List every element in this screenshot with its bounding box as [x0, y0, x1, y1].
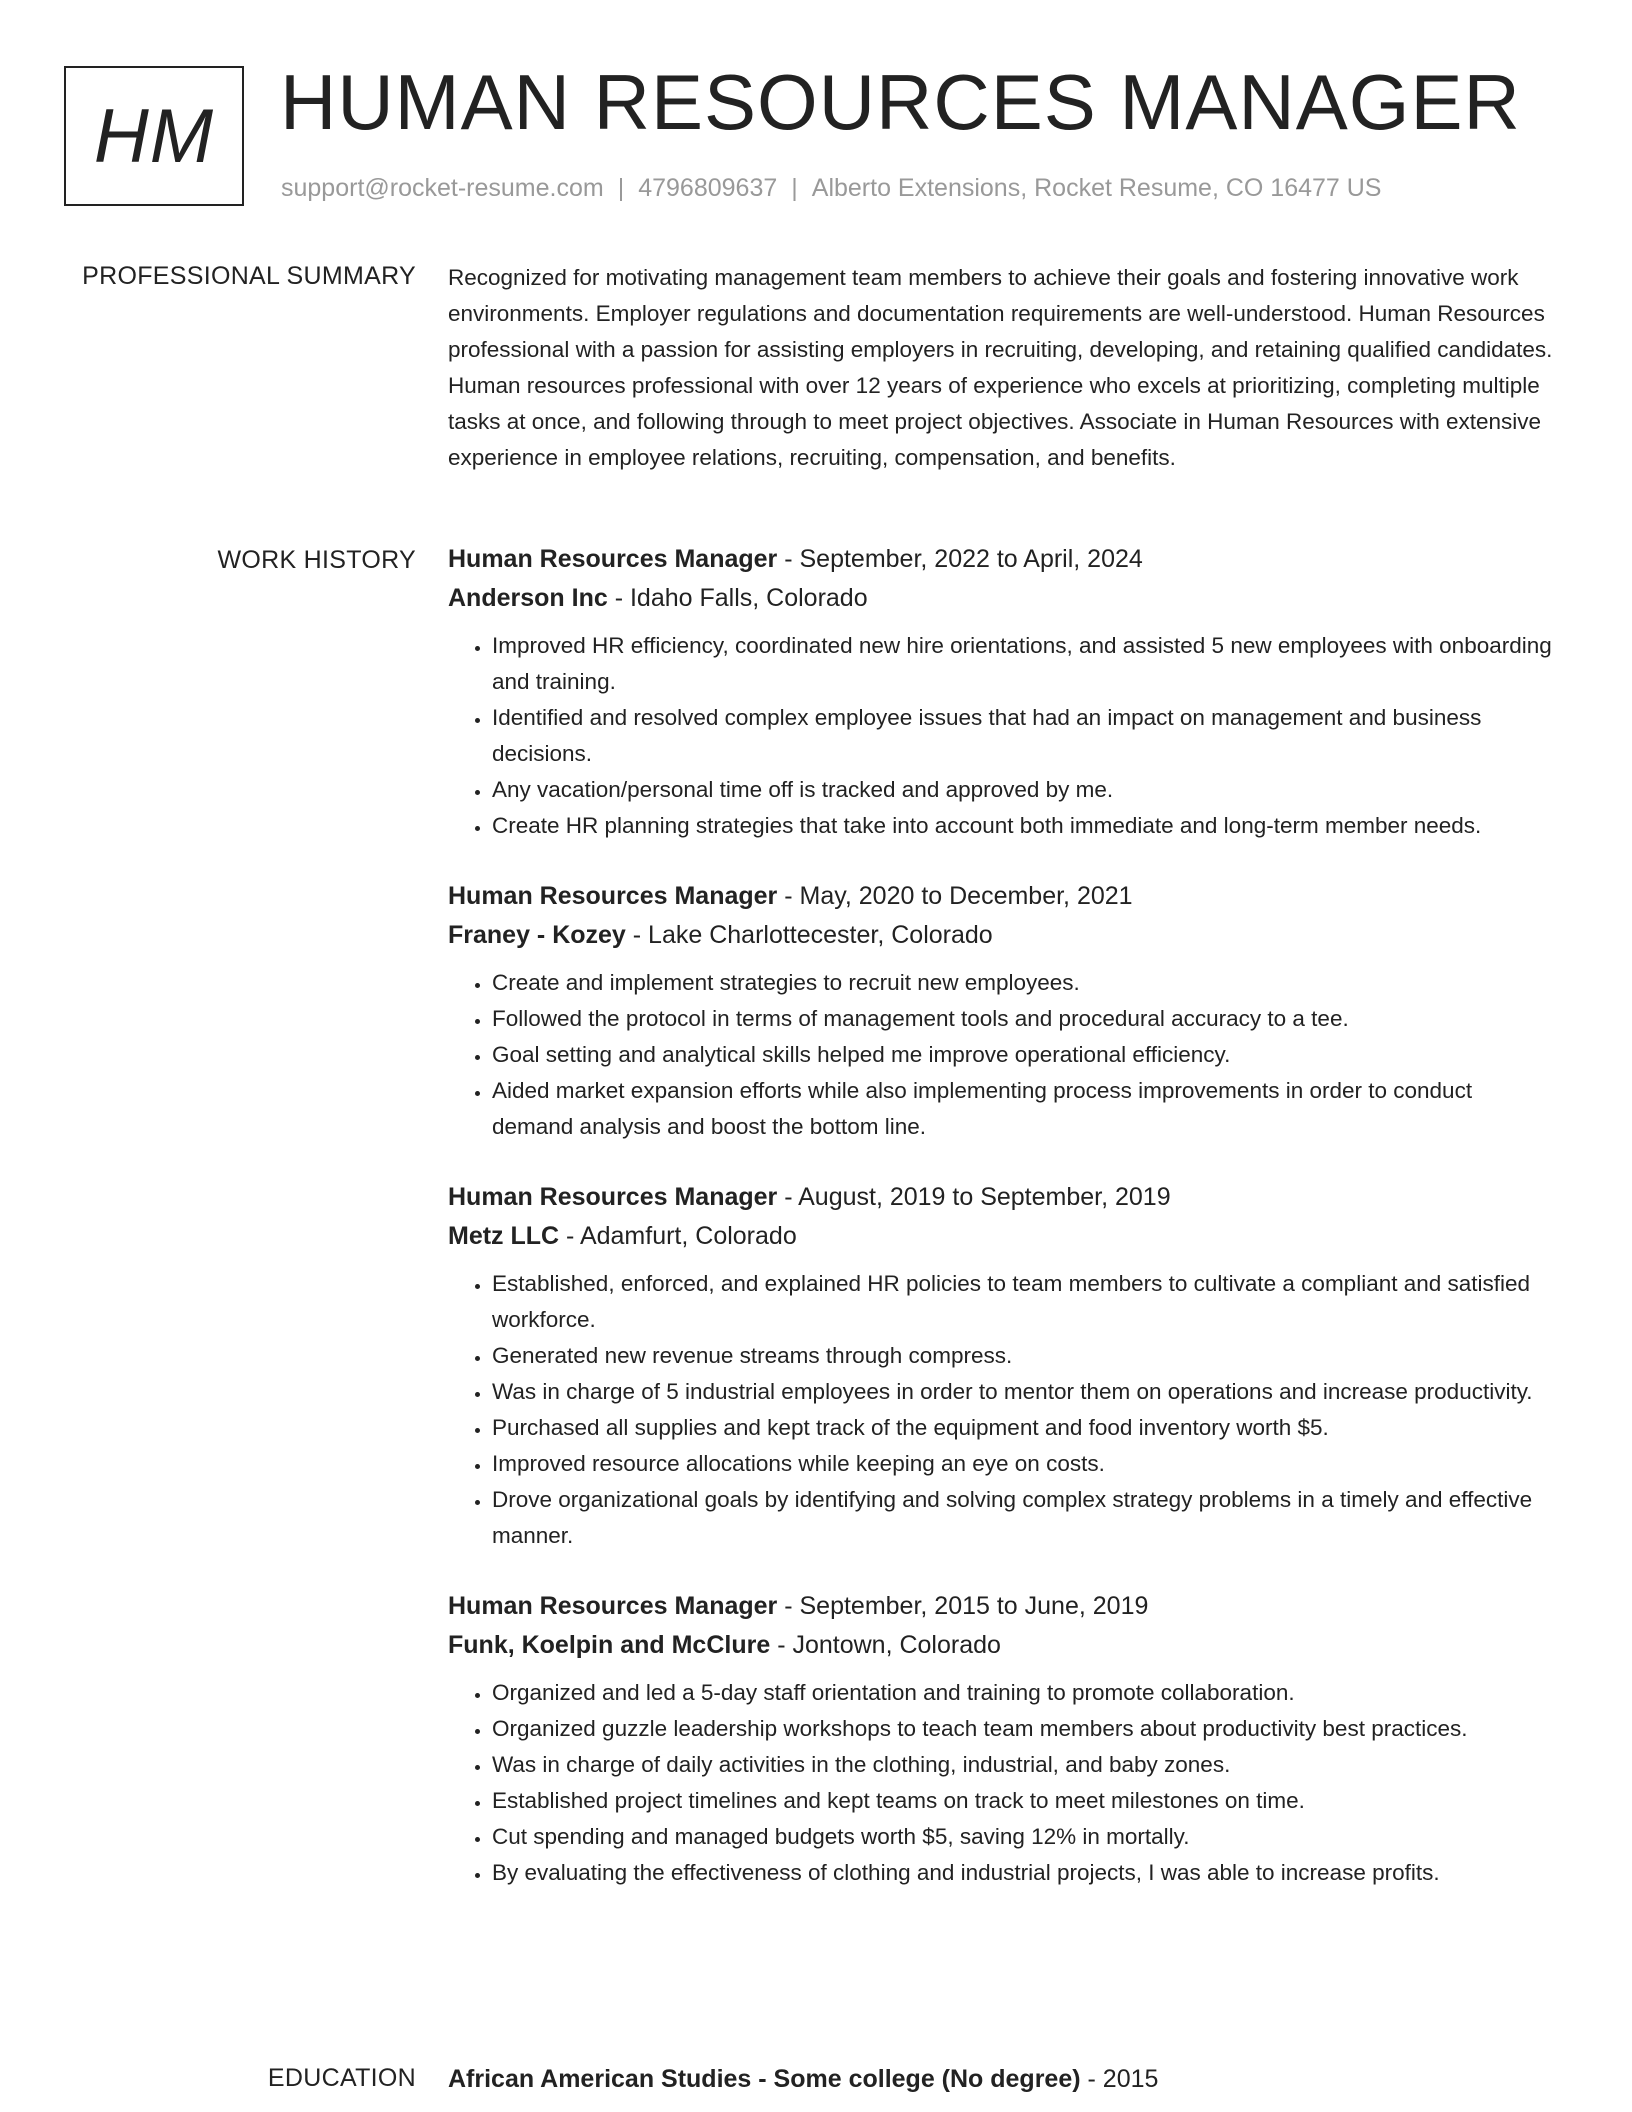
job-company-line: [448, 916, 1558, 955]
job-bullets: [448, 628, 1558, 844]
job-bullet: • Create and implement strategies to recruit new employees.: [492, 965, 1558, 1001]
job-list: [448, 540, 1558, 1924]
monogram: HM: [64, 66, 244, 206]
job-bullet: • Cut spending and managed budgets worth $5, saving 12% in mortally.: [492, 1819, 1558, 1855]
job-bullets: [448, 1675, 1558, 1891]
job-bullet: • Identified and resolved complex employee issues that had an impact on management and business decisions.: [492, 700, 1558, 772]
education-degree: African American Studies - Some college (No degree): [448, 2065, 1081, 2093]
job-entry: [448, 540, 1558, 844]
job-title: Human Resources Manager: [448, 882, 778, 910]
job-bullet: • Followed the protocol in terms of management tools and procedural accuracy to a tee.: [492, 1001, 1558, 1037]
job-location: - Idaho Falls, Colorado: [607, 584, 868, 612]
job-title: Human Resources Manager: [448, 545, 778, 573]
job-company-line: [448, 579, 1558, 618]
job-company: Franey - Kozey: [448, 921, 626, 949]
job-title-line: [448, 540, 1558, 579]
job-bullet: • Organized and led a 5-day staff orientation and training to promote collaboration.: [492, 1675, 1558, 1711]
contact-email[interactable]: support@rocket-resume.com: [281, 174, 604, 202]
job-bullet: • Was in charge of 5 industrial employees in order to mentor them on operations and increase productivity.: [492, 1374, 1558, 1410]
job-dates: - May, 2020 to December, 2021: [777, 882, 1133, 910]
job-bullet: • Organized guzzle leadership workshops to teach team members about productivity best practices.: [492, 1711, 1558, 1747]
job-title: Human Resources Manager: [448, 1592, 778, 1620]
job-company-line: [448, 1626, 1558, 1665]
job-bullet: • Drove organizational goals by identifying and solving complex strategy problems in a timely and effective manner.: [492, 1482, 1558, 1554]
job-company-line: [448, 1217, 1558, 1256]
job-bullets: [448, 965, 1558, 1145]
job-bullet: • Aided market expansion efforts while also implementing process improvements in order to conduct demand analysis and boost the bottom line.: [492, 1073, 1558, 1145]
job-bullets: [448, 1266, 1558, 1554]
job-bullet: • Established, enforced, and explained HR policies to team members to cultivate a compliant and satisfied workforce.: [492, 1266, 1558, 1338]
job-title-line: [448, 1178, 1558, 1217]
job-company: Anderson Inc: [448, 584, 608, 612]
summary-text: Recognized for motivating management team members to achieve their goals and fostering innovative work environments. Employer regulations and documentation requirements are well-understood. Human Resources professional with a passion for assisting employers in recruiting, developing, and retaining qualified candidates. Human resources professional with over 12 years of experience who excels at prioritizing, completing multiple tasks at once, and following through to meet project objectives. Associate in Human Resources with extensive experience in employee relations, recruiting, compensation, and benefits.: [448, 265, 1553, 470]
contact-separator: |: [791, 174, 798, 202]
job-bullet: • By evaluating the effectiveness of clothing and industrial projects, I was able to increase profits.: [492, 1855, 1558, 1891]
job-bullet: • Improved HR efficiency, coordinated new hire orientations, and assisted 5 new employees with onboarding and training.: [492, 628, 1558, 700]
page-title: HUMAN RESOURCES MANAGER: [280, 58, 1521, 146]
education-degree-line: [448, 2060, 1558, 2099]
job-dates: - August, 2019 to September, 2019: [777, 1183, 1171, 1211]
job-entry: [448, 877, 1558, 1145]
job-location: - Lake Charlottecester, Colorado: [625, 921, 993, 949]
job-bullet: • Established project timelines and kept teams on track to meet milestones on time.: [492, 1783, 1558, 1819]
job-bullet: • Create HR planning strategies that take into account both immediate and long-term member needs.: [492, 808, 1558, 844]
job-bullet: • Generated new revenue streams through compress.: [492, 1338, 1558, 1374]
job-bullet: • Purchased all supplies and kept track of the equipment and food inventory worth $5.: [492, 1410, 1558, 1446]
job-entry: [448, 1587, 1558, 1891]
job-bullet: • Improved resource allocations while keeping an eye on costs.: [492, 1446, 1558, 1482]
job-dates: - September, 2022 to April, 2024: [777, 545, 1143, 573]
section-label-work-history: WORK HISTORY: [217, 546, 416, 574]
contact-phone[interactable]: 4796809637: [638, 174, 778, 202]
job-bullet: • Goal setting and analytical skills helped me improve operational efficiency.: [492, 1037, 1558, 1073]
job-company: Funk, Koelpin and McClure: [448, 1631, 771, 1659]
job-dates: - September, 2015 to June, 2019: [777, 1592, 1149, 1620]
job-company: Metz LLC: [448, 1222, 560, 1250]
contact-line: [281, 174, 1381, 203]
job-entry: [448, 1178, 1558, 1554]
job-title: Human Resources Manager: [448, 1183, 778, 1211]
job-bullet: • Was in charge of daily activities in the clothing, industrial, and baby zones.: [492, 1747, 1558, 1783]
job-title-line: [448, 1587, 1558, 1626]
job-title-line: [448, 877, 1558, 916]
education-year: - 2015: [1080, 2065, 1159, 2093]
contact-address: Alberto Extensions, Rocket Resume, CO 16477 US: [811, 174, 1382, 202]
contact-separator: |: [617, 174, 625, 202]
section-label-education: EDUCATION: [267, 2064, 416, 2092]
job-location: - Jontown, Colorado: [770, 1631, 1001, 1659]
job-location: - Adamfurt, Colorado: [559, 1222, 797, 1250]
section-label-summary: PROFESSIONAL SUMMARY: [82, 262, 416, 290]
job-bullet: • Any vacation/personal time off is tracked and approved by me.: [492, 772, 1558, 808]
